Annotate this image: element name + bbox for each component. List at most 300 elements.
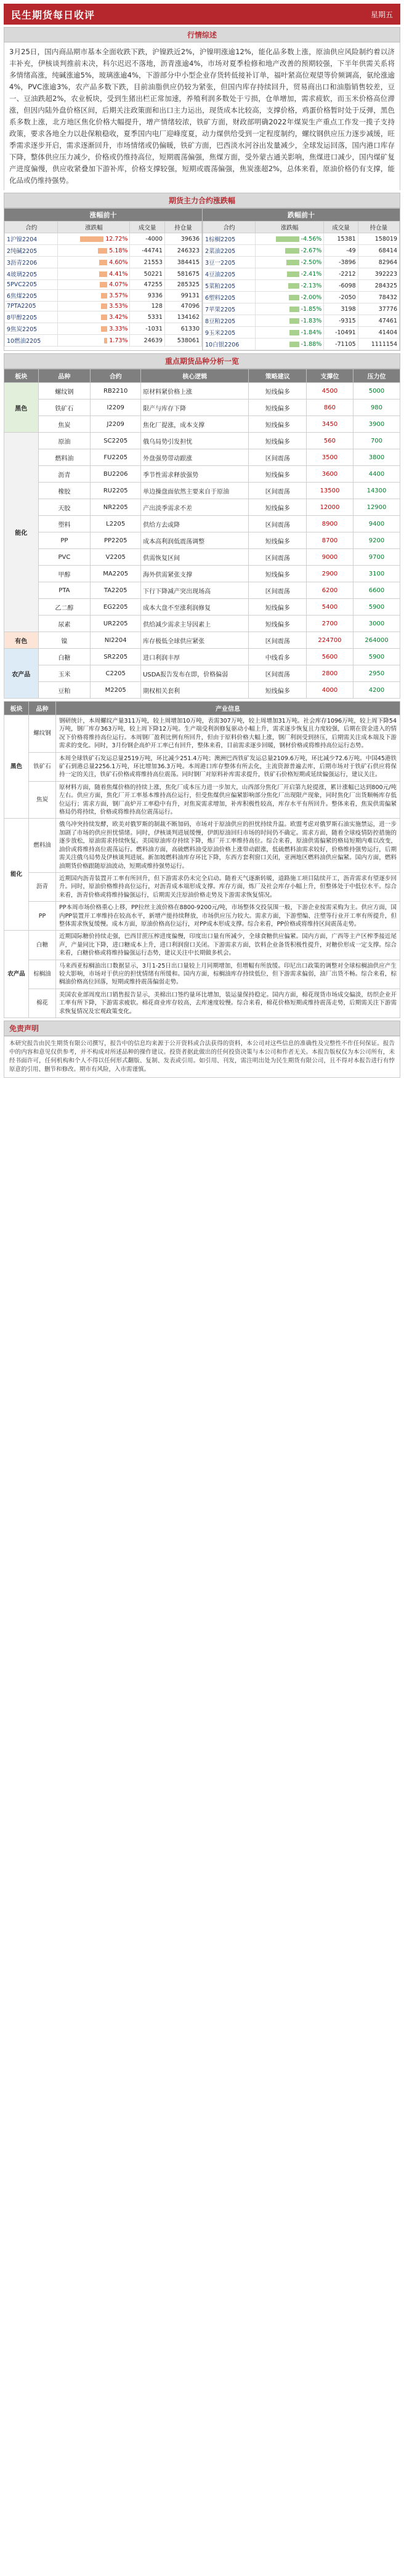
table-row (4, 752, 400, 781)
rank-contract: 5PVC2205 (5, 280, 58, 290)
table-row (4, 449, 400, 466)
rank-down (202, 209, 400, 350)
table-row (4, 872, 400, 901)
strategy-support: 8700 (306, 532, 353, 549)
rank-oi: 78432 (358, 292, 399, 303)
strategy-table (4, 369, 400, 699)
rank-oi: 82964 (358, 257, 399, 268)
rank-up-table (4, 221, 202, 347)
rank-change (255, 292, 323, 303)
strategy-block: 能化 (4, 433, 39, 632)
analysis-header-cell: 产业信息 (56, 702, 400, 715)
strategy-support: 3600 (306, 466, 353, 483)
strategy-resistance: 3000 (353, 616, 400, 632)
rank-bar (100, 282, 107, 287)
analysis-header-cell: 板块 (4, 702, 29, 715)
analysis-table-wrap (4, 701, 400, 1018)
strategy-logic: 产出淡季需求不差 (141, 499, 249, 516)
table-row (4, 931, 400, 960)
rank-oi: 61330 (164, 323, 201, 335)
strategy-header-cell: 支撑位 (306, 369, 353, 383)
rank-contract: 8甲醇2205 (5, 311, 58, 323)
rank-change-value: 3.42% (109, 313, 128, 321)
analysis-header-cell: 品种 (29, 702, 56, 715)
rank-change (255, 315, 323, 327)
rank-bar (98, 248, 107, 254)
rank-contract: 9玉米2205 (203, 327, 256, 339)
strategy-product: PP (38, 532, 91, 549)
strategy-header-cell: 品种 (38, 369, 91, 383)
review-text: 3月25日，国内商品期市基本全面收跌下跌，沪镍跌近2%，沪镍明涨逾12%，能化品多数上涨，原油供应风险制约着以济丰补充，伊核谈判推前未决，科尔迟迟不落地，沥青涨逾4%，市场对夏季检修和地产改善的预期较强，下半年供需关系将多情绪高涨，纯碱涨逾5%，玻璃涨逾4%，下游部分中小型企业存货转低接补订单，福叶紧高位观望等价频调高，氨纶涨逾4%，PVC涨逾3%，农产品多数下跌，目前油脂供应仍较为紧张，但国内库存持续回升，贸易商出口和油脂销售较差，豆一、豆油跌超2%，农业板块，受到生猪出栏正常加速，养殖利润多数处于亏损，仓单增加，需求疲软，而玉米价格高位滞涨，但因内陆外盘价格区间，后期关注政策面和出口主力运出，现货成本比较高，支撑价格，鸡蛋价格暂时处于反弹，黑色系多数上涨，北方地区焦化价格大幅提升，增产情绪较浓，铁矿方面，财政部明确2022年煤炭生产重点工作发一揽子支持政策，要求各地全力以赴保粮稳收，夏季国内电厂迎峰度夏，动力煤供给受到一定程度制约，螺纹钢供应压力逐步减缓，旺季需求逐步开启，需求逐渐回升，市场情绪或仍偏暖，铁矿方面，巴西淡水河谷出发量减少，全球发运回落，国内港口库存下降，整体供应压力减少，价格或仍维持高位，短期震荡偏强，焦煤方面，受外蒙古通关影响，焦煤进口减少，国内煤矿复产进度偏慢，供应收紧叠加下游补库，价格支撑较强，短期或震荡偏强，焦炭涨超2%，总体来看，原油价格仍有支撑，能化品或仍维持强势。 (4, 42, 400, 190)
strategy-resistance: 264000 (353, 632, 400, 649)
strategy-resistance: 5900 (353, 599, 400, 616)
strategy-support: 8900 (306, 516, 353, 532)
rank-oi: 68414 (358, 245, 399, 257)
rank-volume: -9315 (324, 315, 358, 327)
disclaimer-text: 本研究报告由民生期货有限公司撰写，报告中的信息均来源于公开资料或合法获得的资料，本公司对这些信息的准确性及完整性不作任何保证。报告中的内容和意见仅供参考，并不构成对所述品种的操作建议。投资者据此做出的任何投资决策与本公司和作者无关。本报告版权仅为本公司所有，未经书面许可，任何机构和个人不得以任何形式翻版、复制、发表或引用。如引用、刊发，需注明出处为民生期货有限公司，且不得对本报告进行有悖原意的引用、删节和修改。期市有风险，入市需谨慎。 (4, 1036, 400, 1078)
strategy-support: 12000 (306, 499, 353, 516)
strategy-support: 224700 (306, 632, 353, 649)
strategy-contract: PP2205 (91, 532, 141, 549)
strategy-support: 3500 (306, 449, 353, 466)
report-weekday: 星期五 (370, 10, 393, 19)
rank-volume: 24639 (130, 335, 164, 347)
analysis-block: 能化 (4, 819, 29, 931)
table-row (4, 433, 400, 449)
table-row (4, 649, 400, 665)
strategy-suggestion: 短线偏多 (249, 383, 307, 399)
rank-volume: 50221 (130, 268, 164, 280)
rank-change-value: 3.33% (109, 325, 128, 332)
rank-bar (287, 271, 299, 277)
strategy-resistance: 9200 (353, 532, 400, 549)
strategy-block: 农产品 (4, 649, 39, 699)
strategy-logic: 进口利润丰厚 (141, 649, 249, 665)
strategy-product: PTA (38, 582, 91, 599)
rank-change (58, 233, 130, 245)
strategy-logic: USDA报告发布在即，价格偏弱 (141, 665, 249, 682)
strategy-logic: 俄乌局势引发担忧 (141, 433, 249, 449)
strategy-suggestion: 区间震荡 (249, 483, 307, 499)
rank-bar (101, 303, 108, 309)
rank-oi: 41404 (358, 327, 399, 339)
rank-bar (101, 326, 107, 332)
rank-header-cell: 持仓量 (164, 222, 201, 233)
rank-change-value: -1.83% (301, 317, 322, 324)
strategy-header-cell: 合约 (91, 369, 141, 383)
table-row (203, 292, 400, 303)
strategy-support: 4000 (306, 682, 353, 699)
strategy-logic: 原材料紧价格上涨 (141, 383, 249, 399)
table-row (4, 599, 400, 616)
rank-oi: 1111154 (358, 339, 399, 350)
rank-change-value: -2.00% (301, 294, 322, 301)
rank-down-table (203, 221, 400, 350)
strategy-logic: 下行下降减产突出现场高 (141, 582, 249, 599)
rank-change (58, 245, 130, 257)
analysis-table (4, 701, 400, 1018)
analysis-info: PP本周市场价格重心上移，PP拉丝主流价格在8800-9200元/吨，市场整体交投氛围一般，下游企业按需采购为主。供应方面，国内PP装置开工率维持在较高水平，新增产能持续释放，市场供应压力较大。需求方面，下游塑编、注塑等行业开工率有所提升，但整体需求恢复缓慢。成本方面，原油价格高位运行，对PP成本形成支撑。综合来看，PP价格或将维持区间震荡走势。 (56, 902, 400, 931)
rank-bar (286, 260, 299, 265)
rank-oi: 39636 (164, 233, 201, 245)
table-row (5, 280, 202, 290)
table-row (4, 532, 400, 549)
rank-bar (289, 318, 299, 324)
strategy-suggestion: 区间震荡 (249, 632, 307, 649)
rank-oi: 246323 (164, 245, 201, 257)
table-row (5, 290, 202, 302)
analysis-info: 近期国内沥青装置开工率有所回升，但下游需求仍未完全启动。随着天气逐渐转暖，道路施工项目陆续开工，沥青需求有望逐步回升。同时，原油价格维持高位运行，对沥青成本端形成支撑。库存方面，炼厂及社会库存小幅上升，但整体处于中低位水平。综合来看，沥青价格或将维持偏强运行，后期需关注原油价格走势及下游需求恢复情况。 (56, 872, 400, 901)
rank-oi: 158019 (358, 233, 399, 245)
table-row (5, 323, 202, 335)
strategy-support: 13500 (306, 483, 353, 499)
table-row (5, 302, 202, 311)
rank-bar (288, 283, 299, 289)
strategy-logic: 供需恢复区间 (141, 549, 249, 566)
rank-oi: 47461 (358, 315, 399, 327)
table-row (203, 257, 400, 268)
rank-oi: 581675 (164, 268, 201, 280)
rank-header-cell: 成交量 (130, 222, 164, 233)
rank-change (58, 257, 130, 268)
strategy-header-cell: 板块 (4, 369, 39, 383)
strategy-suggestion: 短线偏多 (249, 682, 307, 699)
table-row (203, 327, 400, 339)
rank-change-value: -1.85% (301, 305, 322, 313)
rank-change-value: -4.56% (301, 235, 322, 243)
table-row (4, 989, 400, 1017)
rank-contract: 9焦炭2205 (5, 323, 58, 335)
strategy-support: 560 (306, 433, 353, 449)
analysis-info: 近期国际糖价持续走强，巴西甘蔗压榨进度偏慢，印度出口量有所减少，全球食糖供应偏紧。国内方面，广西等主产区榨季接近尾声，产量同比下降，进口糖成本上升，进口利润窗口关闭。下游需求方面，饮料企业备货积极性提升，对糖价形成一定支撑。综合来看，白糖价格或将维持偏强运行态势，建议关注中长期做多机会。 (56, 931, 400, 960)
rank-change (58, 323, 130, 335)
strategy-logic: 海外供需紧张支撑 (141, 566, 249, 582)
rank-volume: 47255 (130, 280, 164, 290)
table-row (4, 499, 400, 516)
table-row (4, 682, 400, 699)
strategy-header-cell: 核心逻辑 (141, 369, 249, 383)
rank-volume: -4000 (130, 233, 164, 245)
rank-change-value: -1.88% (301, 340, 322, 348)
rank-change (58, 290, 130, 302)
rank-header-cell: 合约 (203, 222, 256, 233)
rank-up (4, 209, 202, 350)
strategy-product: 原油 (38, 433, 91, 449)
strategy-product: 焦炭 (38, 416, 91, 433)
rank-up-title: 涨幅前十 (4, 209, 202, 221)
strategy-suggestion: 短线偏多 (249, 399, 307, 416)
table-row (4, 715, 400, 753)
strategy-product: 玉米 (38, 665, 91, 682)
strategy-suggestion: 中线看多 (249, 649, 307, 665)
rank-oi: 538061 (164, 335, 201, 347)
rank-oi: 284325 (358, 280, 399, 292)
rank-header-cell: 涨跌幅 (58, 222, 130, 233)
strategy-product: 甲醇 (38, 566, 91, 582)
rank-bar (285, 248, 299, 254)
strategy-resistance: 2950 (353, 665, 400, 682)
rank-bar (101, 315, 107, 320)
analysis-product: 白糖 (29, 931, 56, 960)
rank-bar (80, 236, 103, 242)
report-header (4, 4, 400, 25)
rank-change-value: 1.73% (109, 337, 128, 344)
analysis-info: 本周全球铁矿石发运总量2519万吨，环比减少251.4万吨；澳洲巴西铁矿发运总量2109.6万吨，环比减少72.6万吨。中国45港铁矿石到港总量2256.1万吨，环比增加36.3万吨。本周港口库存整体有所去化，主流资源普遍去库，后期市场对于铁矿石供应将保持一定的关注，铁矿石价格或将维持高位震荡。同时钢厂对原料补库需求提升，铁矿石价格短期或延续偏强运行，建议关注。 (56, 752, 400, 781)
strategy-logic: 外盘强势带动跟涨 (141, 449, 249, 466)
rank-bar (276, 236, 299, 242)
table-row (203, 233, 400, 245)
rank-change (255, 280, 323, 292)
strategy-logic: 成本高利润低震荡调整 (141, 532, 249, 549)
strategy-block: 黑色 (4, 383, 39, 433)
strategy-resistance: 700 (353, 433, 400, 449)
disclaimer-title: 免责声明 (4, 1021, 400, 1036)
table-row (4, 466, 400, 483)
rank-volume: -44741 (130, 245, 164, 257)
rank-volume: 128 (130, 302, 164, 311)
strategy-logic: 焦化厂提涨，成本支撑 (141, 416, 249, 433)
table-row (4, 566, 400, 582)
analysis-product: 棕榈油 (29, 960, 56, 989)
table-row (203, 268, 400, 280)
table-row (203, 280, 400, 292)
table-row (5, 245, 202, 257)
strategy-contract: MA2205 (91, 566, 141, 582)
rank-volume: -10491 (324, 327, 358, 339)
rank-change (255, 327, 323, 339)
strategy-suggestion: 区间震荡 (249, 449, 307, 466)
analysis-block: 黑色 (4, 715, 29, 819)
table-row (5, 233, 202, 245)
rank-contract: 1沪镍2204 (5, 233, 58, 245)
strategy-contract: J2209 (91, 416, 141, 433)
table-row (4, 902, 400, 931)
strategy-support: 4500 (306, 383, 353, 399)
rank-contract: 7PTA2205 (5, 302, 58, 311)
strategy-resistance: 12900 (353, 499, 400, 516)
rank-volume: -3896 (324, 257, 358, 268)
rank-contract: 7苹果2205 (203, 303, 256, 315)
strategy-contract: FU2205 (91, 449, 141, 466)
table-row (4, 960, 400, 989)
rank-down-title: 跌幅前十 (203, 209, 400, 221)
rank-change (255, 233, 323, 245)
strategy-contract: L2205 (91, 516, 141, 532)
strategy-resistance: 6600 (353, 582, 400, 599)
analysis-info: 原材料方面，随着焦煤价格的持续上涨，焦化厂成本压力进一步加大，山西部分焦化厂开启第九轮提涨，累计涨幅已达到800元/吨左右。供应方面，焦化厂开工率基本维持高位运行，但受焦煤供应偏紧影响部分焦化厂出现限产现象，同时焦化厂出货顺畅库存低位运行；需求方面，钢厂高炉开工率稳中有升，对焦炭需求增加，补库积极性较高，库存水平有所回升。整体来看，焦炭供需偏紧格局仍将持续，价格或将维持高位震荡运行。 (56, 781, 400, 819)
strategy-suggestion: 短线偏多 (249, 466, 307, 483)
table-row (4, 665, 400, 682)
rank-volume: -1031 (130, 323, 164, 335)
rank-volume: -6098 (324, 280, 358, 292)
rank-change-value: -2.41% (301, 270, 322, 278)
strategy-table-wrap (4, 369, 400, 699)
strategy-logic: 库存极低全球供应紧张 (141, 632, 249, 649)
rank-contract: 10白银2206 (203, 339, 256, 350)
strategy-product: 乙二醇 (38, 599, 91, 616)
rank-bar (104, 338, 107, 343)
table-row (203, 245, 400, 257)
strategy-contract: SR2205 (91, 649, 141, 665)
rank-change (58, 311, 130, 323)
rank-volume: -49 (324, 245, 358, 257)
rank-oi: 285325 (164, 280, 201, 290)
strategy-resistance: 3100 (353, 566, 400, 582)
strategy-product: 橡胶 (38, 483, 91, 499)
strategy-support: 2800 (306, 665, 353, 682)
rank-oi: 392223 (358, 268, 399, 280)
rank-contract: 5菜粕2205 (203, 280, 256, 292)
strategy-product: 沥青 (38, 466, 91, 483)
analysis-product: 燃料油 (29, 819, 56, 872)
strategy-block: 有色 (4, 632, 39, 649)
analysis-product: 沥青 (29, 872, 56, 901)
strategy-suggestion: 区间震荡 (249, 582, 307, 599)
rank-volume: 5331 (130, 311, 164, 323)
strategy-contract: UR2205 (91, 616, 141, 632)
strategy-logic: 期权相关套利 (141, 682, 249, 699)
strategy-logic: 成本大盘不至涨利润修复 (141, 599, 249, 616)
rank-change-value: 12.72% (105, 235, 128, 243)
strategy-support: 860 (306, 399, 353, 416)
strategy-product: PVC (38, 549, 91, 566)
rank-contract: 8豆粕2205 (203, 315, 256, 327)
table-row (5, 268, 202, 280)
table-row (5, 311, 202, 323)
strategy-logic: 季节性需求释放强势 (141, 466, 249, 483)
strategy-section-title: 重点期货品种分析一览 (4, 353, 400, 369)
rank-change-value: -1.84% (301, 329, 322, 336)
rank-bar (289, 342, 299, 347)
strategy-contract: M2205 (91, 682, 141, 699)
strategy-resistance: 9400 (353, 516, 400, 532)
rank-contract: 6焦煤2205 (5, 290, 58, 302)
rank-bar (101, 293, 108, 299)
rank-contract: 2菜油2205 (203, 245, 256, 257)
rank-contract: 3沥青2206 (5, 257, 58, 268)
strategy-resistance: 14300 (353, 483, 400, 499)
rank-tables (4, 208, 400, 351)
rank-contract: 2纯碱2205 (5, 245, 58, 257)
rank-header-cell: 持仓量 (358, 222, 399, 233)
rank-oi: 134162 (164, 311, 201, 323)
strategy-contract: V2205 (91, 549, 141, 566)
rank-bar (99, 260, 108, 265)
rank-header-cell: 涨跌幅 (255, 222, 323, 233)
table-row (203, 315, 400, 327)
rank-change (255, 268, 323, 280)
strategy-contract: EG2205 (91, 599, 141, 616)
rank-change (255, 339, 323, 350)
table-row (203, 303, 400, 315)
analysis-product: 焦炭 (29, 781, 56, 819)
strategy-resistance: 5900 (353, 649, 400, 665)
strategy-support: 5600 (306, 649, 353, 665)
rank-section-title: 期货主力合约涨跌幅 (4, 193, 400, 208)
rank-change-value: 4.07% (109, 281, 128, 288)
strategy-contract: TA2205 (91, 582, 141, 599)
table-row (4, 383, 400, 399)
rank-volume: 21553 (130, 257, 164, 268)
rank-change-value: -2.67% (301, 247, 322, 254)
strategy-logic: 供给减少需求主导因素上 (141, 616, 249, 632)
strategy-suggestion: 短线偏多 (249, 532, 307, 549)
strategy-resistance: 3800 (353, 449, 400, 466)
strategy-suggestion: 短线偏多 (249, 616, 307, 632)
rank-volume: -2050 (324, 292, 358, 303)
analysis-product: 螺纹钢 (29, 715, 56, 753)
strategy-contract: NR2205 (91, 499, 141, 516)
analysis-product: 棉花 (29, 989, 56, 1017)
strategy-header-cell: 压力位 (353, 369, 400, 383)
rank-change (58, 268, 130, 280)
strategy-resistance: 4200 (353, 682, 400, 699)
strategy-product: 铁矿石 (38, 399, 91, 416)
strategy-suggestion: 短线偏多 (249, 433, 307, 449)
rank-bar (289, 330, 299, 335)
rank-oi: 384415 (164, 257, 201, 268)
strategy-contract: C2205 (91, 665, 141, 682)
rank-change-value: 3.57% (109, 292, 128, 299)
rank-volume: 9336 (130, 290, 164, 302)
strategy-support: 6200 (306, 582, 353, 599)
rank-contract: 1棕榈2205 (203, 233, 256, 245)
report-title: 民生期货每日收评 (11, 9, 95, 21)
strategy-suggestion: 短线偏多 (249, 416, 307, 433)
table-row (4, 516, 400, 532)
strategy-resistance: 4400 (353, 466, 400, 483)
rank-header-cell: 合约 (5, 222, 58, 233)
analysis-info: 俄乌冲突持续发酵，欧美对俄罗斯的制裁不断加码，市场对于原油供应的担忧持续升温。欧盟考虑对俄罗斯石油实施禁运，进一步加剧了市场的供应担忧情绪。同时，伊核谈判进展缓慢，伊朗原油回归市场的时间仍不确定。需求方面，随着全球疫情防控措施的逐步放松，原油需求持续恢复。美国原油库存持续下降，炼厂开工率维持高位。综合来看，原油供需偏紧的格局短期内难以改变，油价或将维持高位震荡运行。燃料油方面，高硫燃料油受原油价格上涨带动跟涨，低硫燃料油需求较好，价格维持强势运行，后期需关注俄乌局势及伊核谈判进展。新加坡燃料油库存环比下降，东西方套利窗口关闭，亚洲地区燃料油供应偏紧。国内方面，燃料油期货价格跟随原油波动，短期或维持强势运行。 (56, 819, 400, 872)
strategy-contract: SC2205 (91, 433, 141, 449)
strategy-support: 3450 (306, 416, 353, 433)
analysis-info: 马来西亚棕榈油出口数据显示，3月1-25日出口量较上月同期增加，但增幅有所放缓。印尼出口政策的调整对全球棕榈油供应产生较大影响，市场对于供应的担忧情绪有所缓和。国内方面，棕榈油库存持续低位，但下游需求偏弱，油厂出货不畅。综合来看，棕榈油价格高位回落，短期或维持震荡偏弱走势。 (56, 960, 400, 989)
table-row (4, 582, 400, 599)
strategy-suggestion: 区间震荡 (249, 665, 307, 682)
strategy-product: 螺纹钢 (38, 383, 91, 399)
strategy-suggestion: 短线偏多 (249, 566, 307, 582)
report-page (0, 0, 404, 1084)
review-section-title: 行情综述 (4, 27, 400, 42)
strategy-support: 9000 (306, 549, 353, 566)
analysis-block: 农产品 (4, 931, 29, 1018)
strategy-resistance: 5000 (353, 383, 400, 399)
rank-volume: 15381 (324, 233, 358, 245)
table-row (4, 819, 400, 872)
table-row (5, 335, 202, 347)
rank-header-cell: 成交量 (324, 222, 358, 233)
rank-volume: -2212 (324, 268, 358, 280)
rank-change-value: 5.18% (109, 247, 128, 254)
rank-oi: 99131 (164, 290, 201, 302)
table-row (4, 781, 400, 819)
table-row (4, 483, 400, 499)
strategy-header-cell: 策略建议 (249, 369, 307, 383)
strategy-support: 5400 (306, 599, 353, 616)
table-row (5, 257, 202, 268)
rank-volume: 3198 (324, 303, 358, 315)
strategy-product: 燃料油 (38, 449, 91, 466)
analysis-info: 钢研统计，本周螺纹产量311万吨，较上周增加10万吨，表需307万吨，较上周增加31万吨。社会库存1096万吨，较上周下降54万吨，钢厂库存363万吨，较上周下降12万吨。生产端受利润修复驱动小幅上升，需求逐步恢复且力度较强，后期在资金进入的情况下价格将维持高位运行。本周钢厂盈利比例有所回升，但由于原料价格大幅上涨，钢厂利润受到挤压，后期需关注成本端及下游需求的变化。同时，3月份钢企高炉开工率已有回升，整体来看，目前需求逐步回暖，钢材价格或将维持高位运行态势。 (56, 715, 400, 753)
rank-contract: 3豆一2205 (203, 257, 256, 268)
strategy-support: 2900 (306, 566, 353, 582)
strategy-product: 白糖 (38, 649, 91, 665)
strategy-suggestion: 短线偏多 (249, 599, 307, 616)
strategy-product: 尿素 (38, 616, 91, 632)
strategy-contract: BU2206 (91, 466, 141, 483)
strategy-contract: I2209 (91, 399, 141, 416)
strategy-contract: NI2204 (91, 632, 141, 649)
